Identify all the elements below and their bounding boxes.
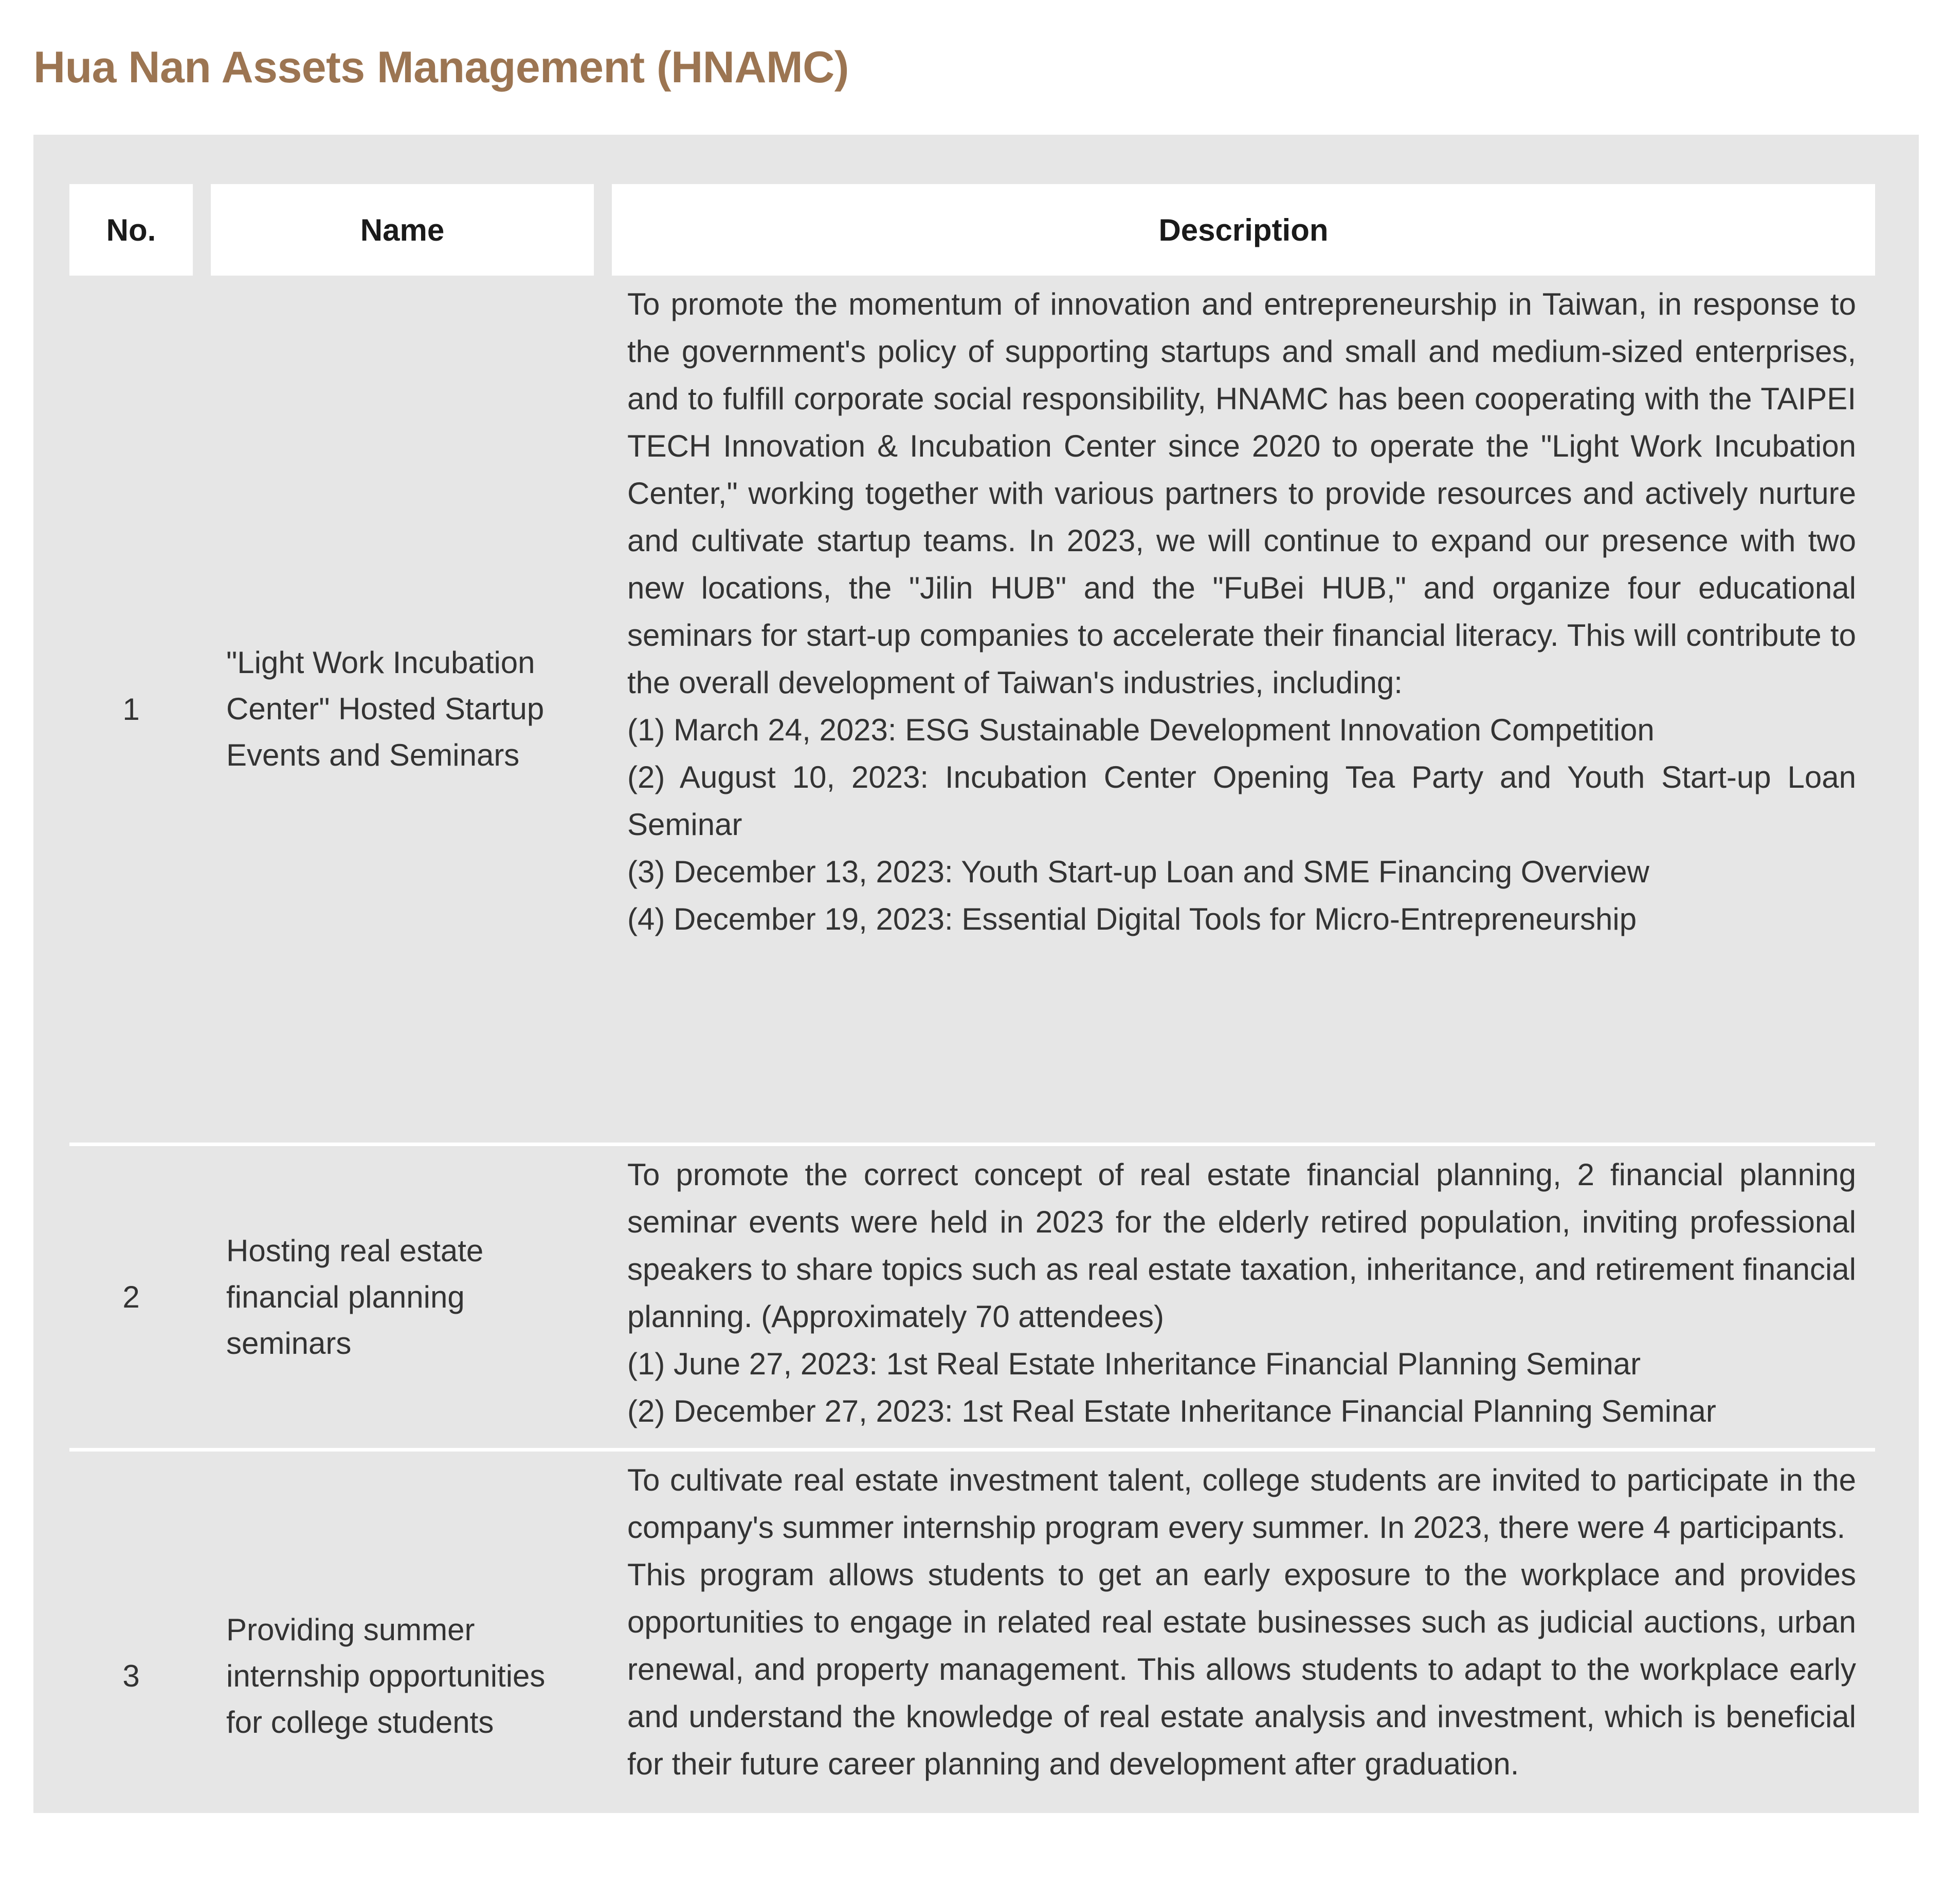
row-number: 2 <box>122 1280 140 1314</box>
description-item: (4) December 19, 2023: Essential Digital Tools for Micro-Entrepreneurship <box>627 902 1637 936</box>
description-item: (3) December 13, 2023: Youth Start-up Loan and SME Financing Overview <box>627 855 1649 889</box>
page-title: Hua Nan Assets Management (HNAMC) <box>33 43 849 92</box>
row-description <box>627 281 1856 943</box>
description-item: (1) March 24, 2023: ESG Sustainable Development Innovation Competition <box>627 713 1655 747</box>
row-description <box>627 1151 1856 1435</box>
table-row <box>69 1146 1875 1452</box>
row-name <box>226 1452 581 1900</box>
description-item: (2) August 10, 2023: Incubation Center Opening Tea Party and Youth Start-up Loan Seminar <box>627 760 1856 842</box>
row-name-text: "Light Work Incubation Center" Hosted Startup Events and Seminars <box>226 645 544 772</box>
row-number: 1 <box>122 692 140 727</box>
row-description <box>627 1457 1856 1788</box>
header-name: Name <box>211 184 594 276</box>
description-item: (1) June 27, 2023: 1st Real Estate Inheritance Financial Planning Seminar <box>627 1347 1641 1381</box>
description-paragraph: To promote the correct concept of real estate financial planning, 2 financial planning seminar events were held in 2023 for the elderly retired population, inviting professional speakers to share topics such as real estate taxation, inheritance, and retirement financial planning. (Approximately 70 attendees) <box>627 1157 1856 1334</box>
row-number: 3 <box>122 1659 140 1693</box>
row-name-text: Providing summer internship opportunities for college students <box>226 1612 546 1739</box>
header-description: Description <box>612 184 1875 276</box>
description-paragraph: To cultivate real estate investment talent, college students are invited to participate in the company's summer internship program every summer. In 2023, there were 4 participants. <box>627 1463 1856 1545</box>
description-item: (2) December 27, 2023: 1st Real Estate Inheritance Financial Planning Seminar <box>627 1394 1716 1428</box>
description-paragraph: This program allows students to get an early exposure to the workplace and provides opportunities to engage in related real estate businesses such as judicial auctions, urban renewal, and property management. This allows students to adapt to the workplace early and understand the knowledge of real estate analysis and investment, which is beneficial for their future career planning and development after graduation. <box>627 1557 1856 1781</box>
row-name-text: Hosting real estate financial planning seminars <box>226 1233 484 1361</box>
description-paragraph: To promote the momentum of innovation and entrepreneurship in Taiwan, in response to the government's policy of supporting startups and small and medium-sized enterprises, and to fulfill corporate social responsibility, HNAMC has been cooperating with the TAIPEI TECH Innovation & Incubation Center since 2020 to operate the "Light Work Incubation Center," working together with various partners to provide resources and actively nurture and cultivate startup teams. In 2023, we will continue to expand our presence with two new locations, the "Jilin HUB" and the "FuBei HUB," and organize four educational seminars for start-up companies to accelerate their financial literacy. This will contribute to the overall development of Taiwan's industries, including: <box>627 287 1856 700</box>
header-no: No. <box>69 184 193 276</box>
row-name <box>226 276 581 1143</box>
table-row <box>69 1452 1875 1904</box>
activities-table <box>33 135 1919 1813</box>
table-row <box>69 276 1875 1146</box>
row-name <box>226 1146 581 1448</box>
